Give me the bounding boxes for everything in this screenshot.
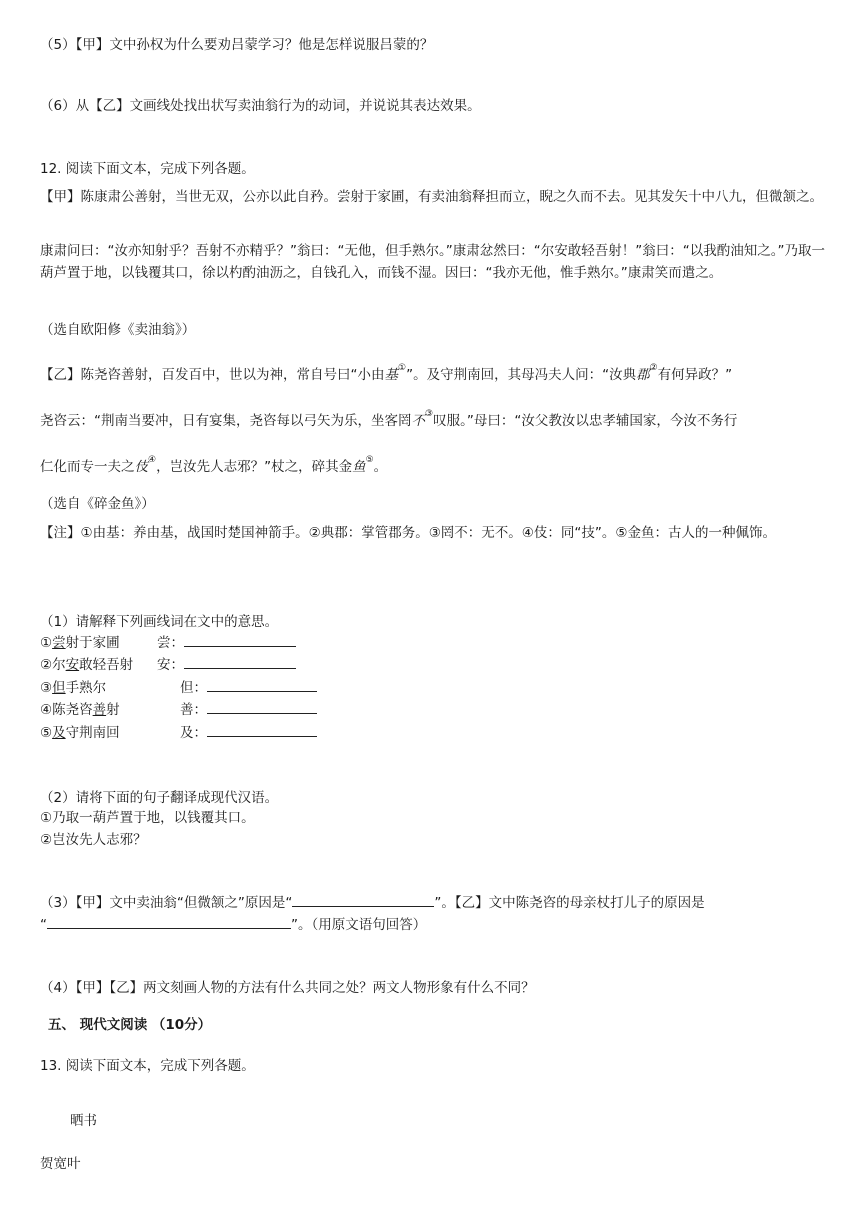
question-13-heading: 13. 阅读下面文本，完成下列各题。 bbox=[40, 1058, 255, 1074]
footnote-mark: ② bbox=[649, 363, 658, 373]
question-6: （6）从【乙】文画线处找出状写卖油翁行为的动词，并说说其表达效果。 bbox=[40, 98, 481, 114]
answer-blank[interactable] bbox=[207, 724, 317, 737]
item-answer: 尝： bbox=[157, 631, 296, 651]
answer-blank[interactable] bbox=[292, 894, 434, 907]
sub-question-1-item bbox=[40, 721, 207, 741]
passage-yi-line-1: 【乙】陈尧咨善射，百发百中，世以为神，常自号曰“小由基①”。及守荆南回，其母冯夫人问：“汝典郡②有何异政？” bbox=[40, 363, 733, 383]
sub-question-1-item bbox=[40, 653, 184, 673]
answer-blank[interactable] bbox=[207, 701, 317, 714]
sub-question-3-line-2: “ ”。（用原文语句回答） bbox=[40, 917, 427, 933]
sub-question-2-item-1: ①乃取一葫芦置于地，以钱覆其口。 bbox=[40, 810, 255, 826]
answer-blank[interactable] bbox=[184, 656, 296, 669]
annotated-word: 鱼 bbox=[352, 459, 366, 475]
passage-jia-paragraph-2: 康肃问曰：“汝亦知射乎？吾射不亦精乎？”翁曰：“无他，但手熟尔。”康肃忿然曰：“尔安敢轻吾射！”翁曰：“以我酌油知之。”乃取一葫芦置于地，以钱覆其口，徐以杓酌油沥之，自钱孔入，而钱不湿。因曰：“我亦无他，惟手熟尔。”康肃笑而遣之。 bbox=[40, 243, 825, 281]
answer-blank[interactable] bbox=[207, 679, 317, 692]
sub-question-1-item bbox=[40, 631, 184, 651]
item-answer: 善： bbox=[180, 698, 317, 718]
footnote-mark: ① bbox=[398, 363, 407, 373]
item-answer: 及： bbox=[180, 721, 317, 741]
passage-jia-paragraph-1: 【甲】陈康肃公善射，当世无双，公亦以此自矜。尝射于家圃，有卖油翁释担而立，睨之久而不去。见其发矢十中八九，但微颔之。 bbox=[40, 189, 823, 205]
section-heading: 五、 现代文阅读 （10分） bbox=[48, 1017, 212, 1033]
answer-blank[interactable] bbox=[184, 634, 296, 647]
underlined-word: 及 bbox=[52, 725, 66, 741]
underlined-word: 善 bbox=[92, 702, 107, 718]
article-title: 晒书 bbox=[70, 1113, 97, 1129]
sub-question-2-item-2: ②岂汝先人志邪？ bbox=[40, 832, 147, 848]
passage-yi-source: （选自《碎金鱼》） bbox=[40, 496, 155, 512]
underlined-word: 但 bbox=[52, 680, 66, 696]
item-sentence: ③但手熟尔 bbox=[40, 680, 107, 696]
answer-blank[interactable] bbox=[47, 916, 291, 929]
annotated-word: 基 bbox=[384, 367, 398, 383]
question-5: （5）【甲】文中孙权为什么要劝吕蒙学习？他是怎样说服吕蒙的？ bbox=[40, 37, 434, 53]
sub-question-3-line-1: （3）【甲】文中卖油翁“但微颔之”原因是“ ”。【乙】文中陈尧咨的母亲杖打儿子的原因是 bbox=[40, 895, 705, 911]
item-sentence: ④陈尧咨善射 bbox=[40, 702, 120, 718]
item-answer: 安： bbox=[157, 653, 296, 673]
sub-question-1-item bbox=[40, 676, 207, 696]
article-author: 贺宽叶 bbox=[40, 1156, 81, 1172]
passage-yi-line-3: 仁化而专一夫之伎④，岂汝先人志邪？”杖之，碎其金鱼⑤。 bbox=[40, 455, 388, 475]
item-sentence: ①尝射于家圃 bbox=[40, 635, 120, 651]
question-12-heading: 12. 阅读下面文本，完成下列各题。 bbox=[40, 161, 255, 177]
underlined-word: 尝 bbox=[52, 635, 66, 651]
item-sentence: ②尔安敢轻吾射 bbox=[40, 657, 134, 673]
passage-yi-line-2: 尧咨云：“荆南当要冲，日有宴集，尧咨每以弓矢为乐，坐客罔不③叹服。”母曰：“汝父教汝以忠孝辅国家，今汝不务行 bbox=[40, 409, 738, 429]
footnote-mark: ⑤ bbox=[365, 455, 374, 465]
footnote-mark: ④ bbox=[148, 455, 157, 465]
item-answer: 但： bbox=[180, 676, 317, 696]
sub-question-1-title: （1）请解释下列画线词在文中的意思。 bbox=[40, 614, 279, 630]
underlined-word: 安 bbox=[65, 657, 80, 673]
annotated-word: 不 bbox=[411, 413, 425, 429]
sub-question-2-title: （2）请将下面的句子翻译成现代汉语。 bbox=[40, 790, 279, 806]
annotated-word: 伎 bbox=[134, 459, 148, 475]
sub-question-4: （4）【甲】【乙】两文刻画人物的方法有什么共同之处？两文人物形象有什么不同？ bbox=[40, 980, 535, 996]
footnote-mark: ③ bbox=[425, 409, 434, 419]
passage-jia-source: （选自欧阳修《卖油翁》） bbox=[40, 322, 196, 338]
annotated-word: 郡 bbox=[636, 367, 650, 383]
footnotes: 【注】①由基：养由基，战国时楚国神箭手。②典郡：掌管郡务。③罔不：无不。④伎：同“技”。⑤金鱼：古人的一种佩饰。 bbox=[40, 525, 776, 541]
sub-question-1-item bbox=[40, 698, 207, 718]
item-sentence: ⑤及守荆南回 bbox=[40, 725, 120, 741]
